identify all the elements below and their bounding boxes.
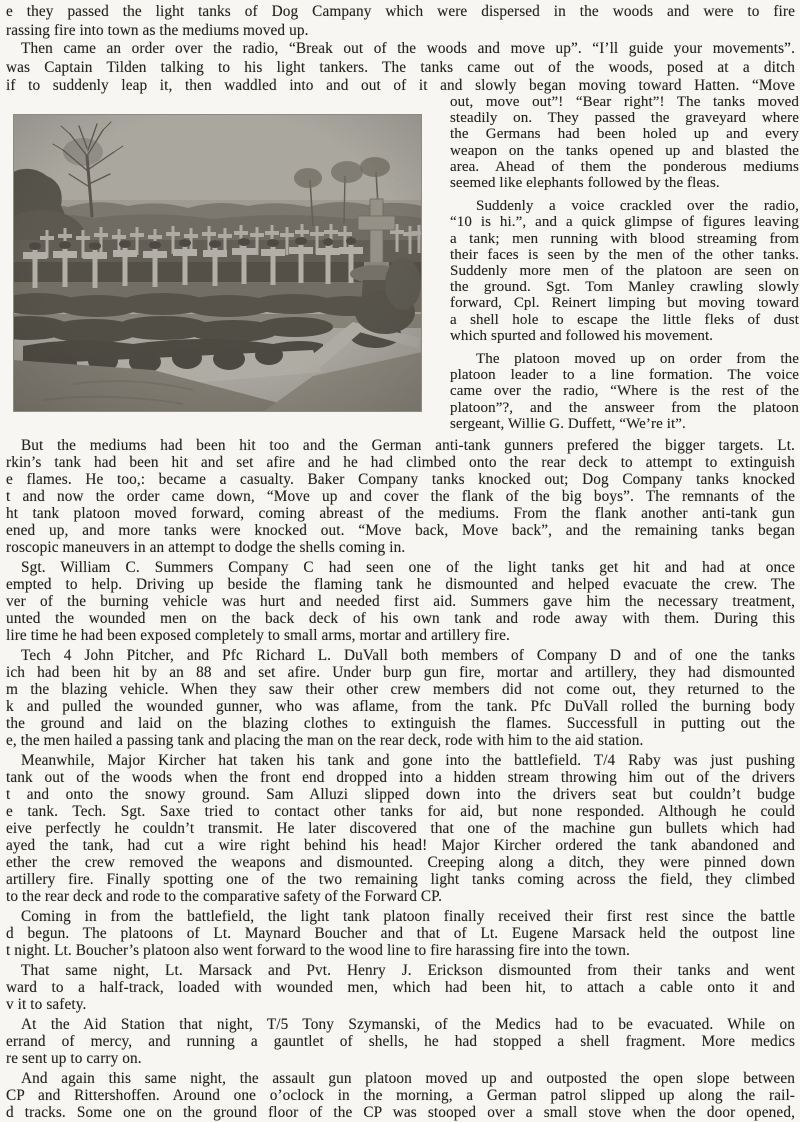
- text-line: artillery fire. Finally spotting one of the two remaining light tanks coming across the field, they climbed: [6, 871, 795, 888]
- text-line: came over the radio, “Where is the rest of the: [450, 383, 799, 400]
- paragraph-block-beside-photo: [450, 94, 799, 432]
- text-line: v it to safety.: [6, 996, 87, 1013]
- text-line: which spurted and followed his movement.: [450, 327, 714, 344]
- text-line: eive perfectly he couldn’t transmit. He later discovered that one of the machine gun bullets which had: [6, 820, 795, 837]
- text-line: steadily on. They passed the graveyard where: [450, 110, 799, 127]
- text-line: was Captain Tilden talking to his light tankers. The tanks came out of the woods, posed at a ditch: [6, 58, 795, 76]
- text-line: area. Ahead of them the ponderous mediums: [450, 158, 799, 175]
- text-line: e flames. He too,: became a casualty. Baker Company tanks knocked out; Dog Company tanks knocked: [6, 471, 795, 488]
- text-line: tank out of the woods when the front end dropped into a hidden stream throwing him out of the drivers: [6, 769, 795, 786]
- text-line: ich had been hit by an 88 and set afire. Under burp gun fire, mortar and artillery, they had dismounted: [6, 664, 795, 681]
- text-line: platoon”?, and the answeer from the platoon: [450, 399, 799, 416]
- text-line: k and pulled the wounded gunner, who was aflame, from the tank. Pfc DuVall rolled the burning body: [6, 698, 795, 715]
- text-line: out, move out”! “Bear right”! The tanks moved: [450, 94, 799, 110]
- text-line: That same night, Lt. Marsack and Pvt. Henry J. Erickson dismounted from their tanks and went: [21, 962, 795, 979]
- text-line: the ground and laid on the blazing clothes to extinguish the flames. Successfull in putting out the: [6, 715, 795, 732]
- text-line: But the mediums had been hit too and the German anti-tank gunners prefered the bigger targets. Lt.: [21, 437, 795, 454]
- text-line: seemed like elephants followed by the fleas.: [450, 175, 720, 192]
- text-line: forward, Cpl. Reinert limping but moving toward: [450, 295, 799, 312]
- text-line: Suddenly more men of the platoon are seen on: [450, 263, 799, 280]
- text-line: the ground. Sgt. Tom Manley crawling slowly: [450, 279, 799, 296]
- text-line: ether the crew removed the weapons and dismounted. Creeping along a ditch, they were pinned down: [6, 854, 795, 871]
- paragraph-block-top: [6, 3, 795, 96]
- text-line: And again this same night, the assault gun platoon moved up and outposted the open slope between: [21, 1070, 795, 1087]
- text-line: roscopic maneuvers in an attempt to dodge the shells coming in.: [6, 539, 406, 556]
- text-line: CP and Rittershoffen. Around one o’oclock in the morning, a German patrol slipped up along the rail-: [6, 1087, 795, 1104]
- text-line: t and now the order came down, “Move up and cover the flank of the big boys”. The remnants of the: [6, 488, 795, 505]
- text-line: ayed the tank, had cut a wire right behind his head! Major Kircher ordered the tank abandoned and: [6, 837, 795, 854]
- text-line: rkin’s tank had been hit and set afire and he had climbed onto the rear deck to attempt to extinguish: [6, 454, 795, 471]
- text-line: e, the men hailed a passing tank and placing the man on the rear deck, rode with him to the aid station.: [6, 732, 644, 749]
- text-line: errand of mercy, and running a gauntlet of shells, he had stopped a shell fragment. More medics: [6, 1033, 795, 1050]
- text-line: weapon on the tanks opened up and blasted the: [450, 142, 799, 159]
- text-line: t night. Lt. Boucher’s platoon also went forward to the wood line to fire harassing fire into the town.: [6, 942, 630, 959]
- text-line: Coming in from the battlefield, the light tank platoon finally received their first rest since the battle: [21, 908, 795, 925]
- text-line: rassing fire into town as the mediums moved up.: [6, 21, 309, 39]
- text-line: t and onto the snowy ground. Sam Alluzi slipped down into the drivers seat but couldn’t budge: [6, 786, 795, 803]
- photo-and-text-section: [6, 94, 799, 432]
- text-line: ened up, and more tanks were knocked out. “Move back, Move back”, and the remaining tanks began: [6, 522, 795, 539]
- text-line: The platoon moved up on order from the: [476, 351, 799, 368]
- text-line: e they passed the light tanks of Dog Campany which were dispersed in the woods and were to fire: [6, 3, 795, 20]
- text-line: ver of the burning vehicle was hurt and needed first aid. Summers gave him the necessary treatment,: [6, 593, 795, 610]
- text-line: ht tank platoon moved forward, coming abreast of the mediums. From the flank another anti-tank gun: [6, 505, 795, 522]
- text-line: to the rear deck and rode to the comparative safety of the Forward CP.: [6, 888, 443, 905]
- text-line: d tracks. Some one on the ground floor of the CP was stooped over a small stove when the door opened,: [6, 1104, 795, 1121]
- text-line: lire time he had been exposed completely to small arms, mortar and artillery fire.: [6, 627, 510, 644]
- text-line: sergeant, Willie G. Duffett, “We’re it”.: [450, 415, 686, 432]
- text-line: Tech 4 John Pitcher, and Pfc Richard L. DuVall both members of Company D and of one the tanks: [21, 647, 795, 664]
- text-line: platoon leader to a line formation. The voice: [450, 367, 799, 384]
- text-line: Sgt. William C. Summers Company C had seen one of the light tanks get hit and had at once: [21, 559, 795, 576]
- text-line: ward to a half-track, loaded with wounded men, which had been hit, to attach a cable onto it and: [6, 979, 795, 996]
- text-line: the Germans had been holed up and every: [450, 126, 799, 143]
- cemetery-photo: [13, 114, 422, 412]
- text-line: re sent up to carry on.: [6, 1050, 142, 1067]
- text-line: a shell hole to escape the little fleks of dust: [450, 311, 799, 328]
- text-line: Then came an order over the radio, “Break out of the woods and move up”. “I’ll guide your movements”.: [21, 40, 795, 58]
- text-line: if to suddenly leap it, then waddled into and out of it and slowly began moving toward Hatten. “Move: [6, 77, 795, 95]
- text-line: their faces is seen by the men of the other tanks.: [450, 246, 799, 263]
- text-line: At the Aid Station that night, T/5 Tony Szymanski, of the Medics had to be evacuated. While on: [21, 1016, 795, 1033]
- text-line: e tank. Tech. Sgt. Saxe tried to contact other tanks for aid, but none responded. Although he could: [6, 803, 795, 820]
- text-line: unted the wounded men on the back deck of his own tank and rode away with them. During this: [6, 610, 795, 627]
- paragraph-block-bottom: [6, 437, 795, 1121]
- text-line: Suddenly a voice crackled over the radio,: [476, 198, 799, 215]
- text-line: empted to help. Driving up beside the flaming tank he dismounted and helped evacuate the crew. The: [6, 576, 795, 593]
- text-line: a tank; men running with blood streaming from: [450, 230, 799, 247]
- text-line: d begun. The platoons of Lt. Maynard Boucher and that of Lt. Eugene Marsack held the outpost line: [6, 925, 795, 942]
- text-line: m the blazing vehicle. When they saw their other crew members did not come out, they returned to the: [6, 681, 795, 698]
- text-line: Meanwhile, Major Kircher hat taken his tank and gone into the battlefield. T/4 Raby was just pushing: [21, 752, 795, 769]
- text-line: “10 is hi.”, and a quick glimpse of figures leaving: [450, 214, 799, 231]
